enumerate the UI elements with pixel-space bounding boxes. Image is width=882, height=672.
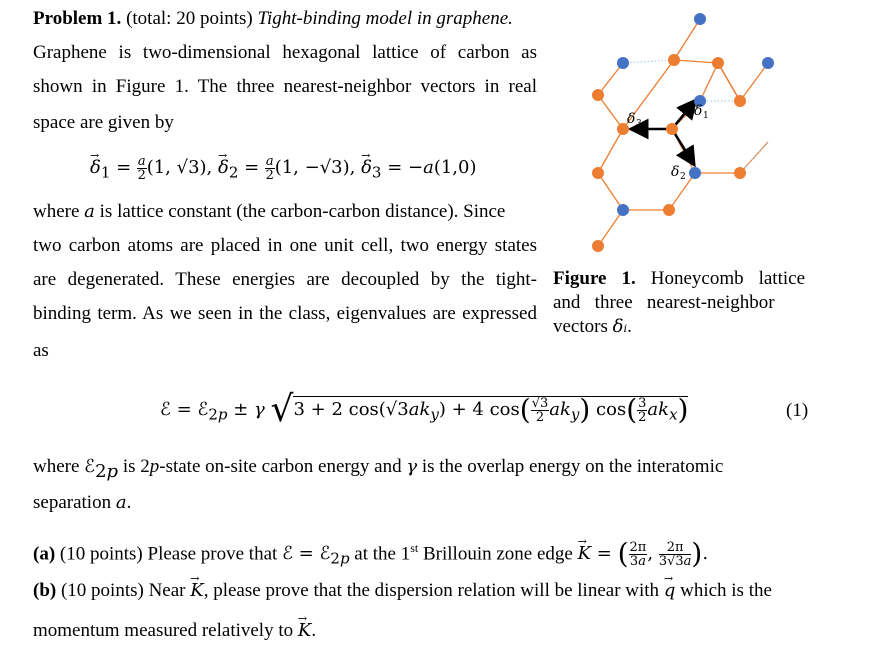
text-line-12-c: p [149,456,160,477]
part-b-text-1: (10 points) Near [56,580,191,601]
svg-text:2: 2 [680,172,686,182]
carbon-atom-a [694,13,706,25]
text-line-2: Graphene is two-dimensional hexagonal lattice of carbon as [33,42,537,63]
text-line-7: two carbon atoms are placed in one unit cell, two energy states [33,235,537,256]
delta3-label: δ [627,111,636,127]
text-line-12-d: -state on-site carbon energy and [159,456,407,477]
carbon-atom-a [617,204,629,216]
figure-caption-line-2: and three nearest-neighbor [553,292,775,313]
part-b-line-2: momentum measured relatively to → K. [33,619,316,643]
figure-caption-text-3: vectors [553,316,613,337]
text-line-6 [33,200,505,224]
text-line-8: are degenerated. These energies are decoupled by the tight- [33,269,537,290]
text-line-3: shown in Figure 1. The three nearest-neighbor vectors in real [33,76,537,97]
text-line-12: where ℰ$_{2p}$ is 2p-state on-site carbon energy and γ is the overlap energy on the interatomic [33,456,724,482]
carbon-atom-a [689,167,701,179]
carbon-atom-b [592,89,604,101]
delta2-label: δ [671,164,680,180]
part-a-label: (a) [33,543,56,565]
figure-caption-text-1: Honeycomb lattice [635,268,806,289]
part-a-text-1: (10 points) Please prove that [55,543,283,565]
vectors-equation: → $\delta_1$ = $\frac{a}{2}$ (1, √3), → $\delta_2$ = $\frac{a}{2}$ (1, −√3), → $\delta_3 = -a(1,0)$ [90,150,476,186]
carbon-atom-b [663,204,675,216]
carbon-atom-b [712,57,724,69]
carbon-atom-b [734,95,746,107]
lattice-bond [674,19,700,60]
text-line-4: space are given by [33,112,174,133]
gamma-symbol: γ [406,456,418,477]
lattice-bond [598,210,623,246]
carbon-atom-b [592,240,604,252]
text-line-12-b: is 2 [118,456,150,477]
figure-caption-line-1 [553,267,805,291]
part-b-line-2-a: momentum measured relatively to [33,620,298,641]
text-line-13-a: separation [33,492,116,513]
figure-caption [553,267,805,339]
problem-number: Problem 1. [33,8,122,29]
text-line-10: as [33,340,49,361]
equation-number: (1) [786,400,809,421]
lattice-bond [598,95,623,129]
lattice-bond [718,63,740,101]
text-line-6-b: is lattice constant (the carbon-carbon distance). Since [94,201,506,222]
text-line-6-a: where [33,201,85,222]
honeycomb-lattice-figure [575,5,815,255]
var-a: a [84,201,95,222]
figure-caption-symbol: δᵢ [612,316,628,337]
eigenvalue-equation: ℰ = ℰ$_{2p}$ ± γ √3 + 2 $\cos(√3ak_y) + 4$ cos( $\frac{√3}{2}$ $ak_y$) cos( $\frac{3}{2}$ $ak_x$) [160,389,689,430]
figure-caption-line-3 [553,315,805,339]
carbon-atom-a [762,57,774,69]
svg-text:1: 1 [703,111,709,121]
var-a-2: a [115,492,127,513]
delta1-label: δ [694,103,703,119]
lattice-bond [740,63,768,101]
problem-heading [33,7,513,31]
part-a-text-3: Brillouin zone edge [418,543,578,565]
carbon-atom-b [734,167,746,179]
problem-title: Tight-binding model in graphene. [257,8,513,29]
part-b-label: (b) [33,580,57,601]
part-b-line-2-b: . [311,620,317,641]
lattice-bond [674,60,718,63]
lattice-bond [598,63,623,95]
part-a: (a) (10 points) Please prove that ℰ = ℰ$_{2p}$ at the 1st Brillouin zone edge → K = ( $\frac{2\pi}{3a}$ , $\frac{2\pi}{3√3a}$ ). [33,532,708,564]
carbon-atom-b [666,123,678,135]
carbon-atom-a [617,57,629,69]
lattice-bond [598,173,623,210]
problem-points: (total: 20 points) [121,8,258,29]
figure-label: Figure 1. [553,268,636,289]
text-line-12-a: where [33,456,85,477]
text-line-9: binding term. As we seen in the class, eigenvalues are expressed [33,303,537,324]
svg-text:3: 3 [636,119,642,129]
part-a-text-2: at the 1 [349,543,411,565]
lattice-dotted-bond [623,60,674,63]
part-b: (b) (10 points) Near → K, please prove that the dispersion relation will be linear with → q which is the [33,579,772,603]
part-a-sup: st [410,541,419,555]
text-line-13 [33,491,131,515]
part-b-text-2: , please prove that the dispersion relation will be linear with [203,580,664,601]
text-line-12-f: is the overlap energy on the interatomic [417,456,724,477]
lattice-bond [598,129,623,173]
part-b-text-3: which is the [675,580,772,601]
carbon-atom-b [592,167,604,179]
text-line-13-c: . [126,492,132,513]
figure-caption-period: . [627,316,632,337]
lattice-bond [700,63,718,101]
carbon-atom-b [668,54,680,66]
